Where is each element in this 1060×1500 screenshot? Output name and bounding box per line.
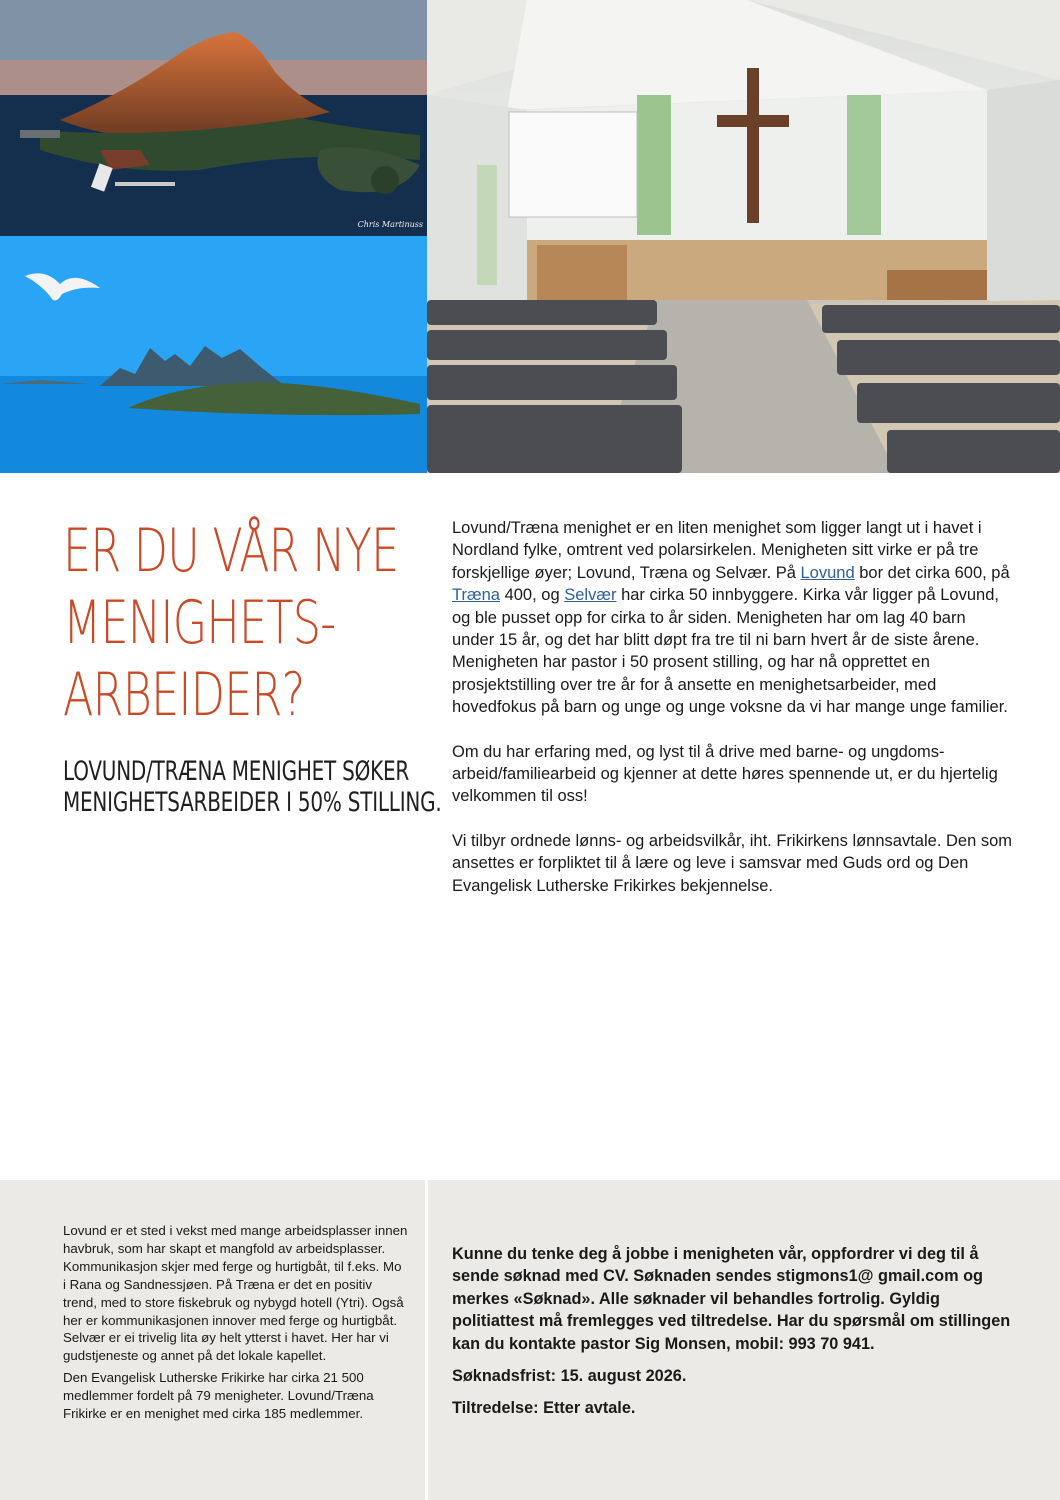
info-paragraph: Lovund er et sted i vekst med mange arbeidsplasser innen havbruk, som har skapt et mangfold av arbeidsplasser. Kommunikasjon skjer med ferge og hurtigbåt, til f.eks. Mo i Rana og Sandnessjøen. På Træna er det en positiv trend, med to store fiskebruk og nybygd hotell (Ytri). Også her er kommunikasjonen innover med ferge og hurtigbåt. Selvær er ei trivelig lita øy helt ytterst i havet. Her har vi gudstjeneste og annet på det lokale kapellet.: [63, 1223, 408, 1364]
sea-landscape-illustration: [0, 236, 427, 473]
job-description: [452, 517, 1012, 919]
church-interior-photo: [427, 0, 1060, 473]
start-date: Tiltredelse: Etter avtale.: [452, 1399, 636, 1418]
photo-credit: Chris Martinuss: [357, 220, 423, 229]
text-run: 400, og: [500, 586, 565, 605]
text-run: bor det cirka 600, på: [854, 563, 1010, 582]
community-info: [63, 1222, 408, 1427]
sea-landscape-photo: [0, 236, 427, 473]
job-subtitle: [63, 756, 442, 818]
title-line: ER DU VÅR NYE: [63, 516, 399, 586]
description-paragraph: Vi tilbyr ordnede lønns- og arbeidsvilkår, iht. Frikirkens lønnsavtale. Den som ansettes er forpliktet til å lære og leve i samsvar med Guds ord og Den Evangelisk Lutherske Frikirkes bekjennelse.: [452, 831, 1013, 895]
description-paragraph: Om du har erfaring med, og lyst til å drive med barne- og ungdoms-arbeid/familiearbeid og kjenner at dette høres spennende ut, er du hjertelig velkommen til oss!: [452, 742, 998, 806]
page-title: [63, 515, 399, 731]
application-deadline: Søknadsfrist: 15. august 2026.: [452, 1367, 687, 1386]
island-aerial-photo: [0, 0, 427, 236]
link-selvaer[interactable]: Selvær: [564, 586, 617, 605]
text-run: Lovund/Træna menighet er en liten menighet som ligger langt ut i havet i Nordland fylke, omtrent ved polarsirkelen. Menigheten sitt virke er på tre forskjellige øyer; Lovund, Træna og Selvær. På: [452, 519, 982, 582]
subtitle-line: MENIGHETSARBEIDER I 50% STILLING.: [63, 787, 442, 818]
application-paragraph: Kunne du tenke deg å jobbe i menigheten vår, oppfordrer vi deg til å sende søknad med CV. Søknaden sendes stigmons1@ gmail.com og merkes «Søknad». Alle søknader vil behandles fortrolig. Gyldig politiattest må fremlegges ved tiltredelse. Har du spørsmål om stillingen kan du kontakte pastor Sig Monsen, mobil: 993 70 941.: [452, 1245, 1011, 1353]
subtitle-line: LOVUND/TRÆNA MENIGHET SØKER: [63, 756, 410, 787]
island-aerial-illustration: [0, 0, 427, 236]
text-run: har cirka 50 innbyggere. Kirka vår ligger på Lovund, og ble pusset opp for cirka to år siden. Menigheten har om lag 40 barn under 15 år, og det har blitt døpt fra tre til ni barn hvert år de siste årene. Menigheten har pastor i 50 prosent stilling, og har nå opprettet en prosjektstilling over tre år for å ansette en menighetsarbeider, med hovedfokus på barn og unge og unge voksne da vi har mange unge familier.: [452, 586, 1008, 717]
description-paragraph: [452, 517, 1012, 719]
application-info: [452, 1243, 1012, 1430]
title-line: MENIGHETS-: [63, 588, 336, 658]
title-line: ARBEIDER?: [63, 660, 305, 730]
info-paragraph: Den Evangelisk Lutherske Frikirke har cirka 21 500 medlemmer fordelt på 79 menigheter. Lovund/Træna Frikirke er en menighet med cirka 185 medlemmer.: [63, 1370, 374, 1422]
link-traena[interactable]: Træna: [452, 586, 500, 605]
church-interior-illustration: [427, 0, 1060, 473]
link-lovund[interactable]: Lovund: [800, 563, 855, 582]
